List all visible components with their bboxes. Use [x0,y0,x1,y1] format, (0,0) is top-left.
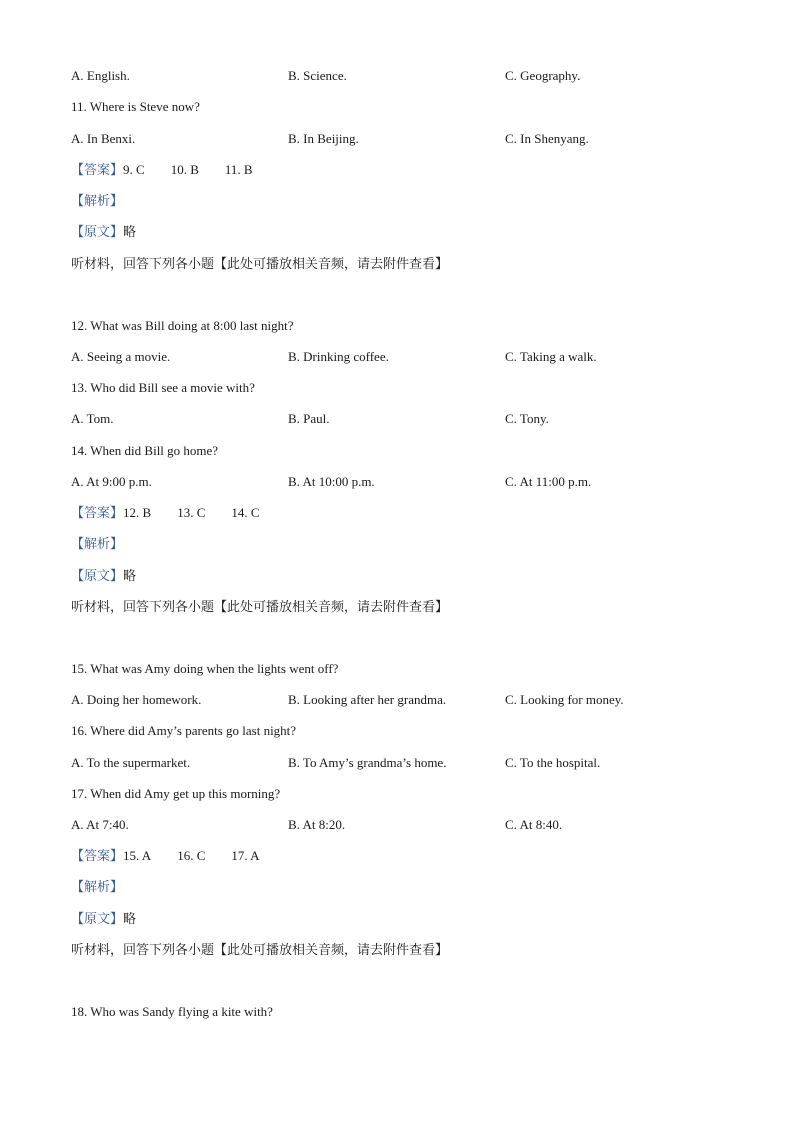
option-b: B. In Beijing. [288,131,359,146]
block-question [71,721,296,741]
option-a: A. To the supermarket. [71,755,191,770]
question-text: 11. Where is Steve now? [71,99,200,114]
block-question [71,659,338,679]
answer-tag: 【答案】 [71,849,124,864]
note-tag: 【解析】 [71,880,124,895]
option-a: A. In Benxi. [71,131,136,146]
block-question [71,97,200,117]
block-instruction [71,254,448,274]
answer-item: 10. B [170,162,199,177]
answer-item: 12. B [123,505,152,520]
note-tag: 【解析】 [71,537,124,552]
block-answer [71,846,286,866]
answer-tag: 【答案】 [71,506,124,521]
option-a: A. Seeing a movie. [71,349,171,364]
option-c: C. Geography. [505,68,581,83]
note-tag: 【原文】 [71,569,124,584]
block-question [71,441,218,461]
block-note [71,191,123,211]
question-text: 15. What was Amy doing when the lights went off? [71,661,339,676]
answer-item: 14. C [231,505,260,520]
block-question [71,378,255,398]
answer-item: 16. C [177,848,206,863]
note-text: 略 [123,912,137,927]
option-a: A. Tom. [71,411,114,426]
question-text: 16. Where did Amy’s parents go last night? [71,723,297,738]
answer-item: 11. B [224,162,253,177]
option-a: A. English. [71,68,130,83]
note-tag: 【原文】 [71,912,124,927]
option-b: B. Drinking coffee. [288,349,389,364]
instruction-text: 听材料，回答下列各小题【此处可播放相关音频，请去附件查看】 [71,600,449,615]
block-note [71,566,136,586]
question-text: 18. Who was Sandy flying a kite with? [71,1004,273,1019]
option-b: B. At 8:20. [288,817,346,832]
block-question [71,316,294,336]
option-c: C. In Shenyang. [505,131,589,146]
block-instruction [71,940,448,960]
question-text: 12. What was Bill doing at 8:00 last night? [71,318,294,333]
option-b: B. Looking after her grandma. [288,692,447,707]
option-c: C. At 11:00 p.m. [505,474,592,489]
option-b: B. At 10:00 p.m. [288,474,375,489]
note-text: 略 [123,225,137,240]
option-b: B. Science. [288,68,347,83]
option-c: C. At 8:40. [505,817,563,832]
instruction-text: 听材料，回答下列各小题【此处可播放相关音频，请去附件查看】 [71,943,449,958]
instruction-text: 听材料，回答下列各小题【此处可播放相关音频，请去附件查看】 [71,257,449,272]
option-c: C. Taking a walk. [505,349,597,364]
block-answer [71,160,279,180]
question-text: 17. When did Amy get up this morning? [71,786,281,801]
block-note [71,534,123,554]
option-c: C. To the hospital. [505,755,601,770]
block-note [71,222,136,242]
option-c: C. Looking for money. [505,692,624,707]
note-text: 略 [123,569,137,584]
option-b: B. To Amy’s grandma’s home. [288,755,447,770]
answer-item: 17. A [231,848,260,863]
block-instruction [71,597,448,617]
option-a: A. At 9:00 p.m. [71,474,152,489]
note-tag: 【解析】 [71,194,124,209]
option-a: A. Doing her homework. [71,692,202,707]
option-a: A. At 7:40. [71,817,129,832]
question-text: 13. Who did Bill see a movie with? [71,380,255,395]
answer-item: 9. C [123,162,145,177]
option-c: C. Tony. [505,411,549,426]
question-text: 14. When did Bill go home? [71,443,219,458]
answer-tag: 【答案】 [71,163,124,178]
option-b: B. Paul. [288,411,330,426]
block-note [71,909,136,929]
note-tag: 【原文】 [71,225,124,240]
block-answer [71,503,286,523]
block-question [71,784,280,804]
answer-item: 13. C [177,505,206,520]
block-question [71,1002,273,1022]
block-note [71,877,123,897]
answer-item: 15. A [123,848,152,863]
